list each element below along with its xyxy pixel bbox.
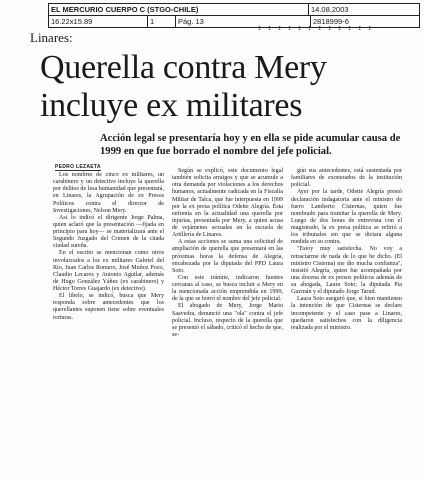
article-column-3 [291,168,402,332]
paragraph: Los nombres de cinco ex militares, un carabinero y un detective incluye la querella por delitos de lesa humanidad que presentará, en Linares, la Agrupación de ex Presos Políticos contra el director de Investigaciones, Nelson Mery. [53,172,164,214]
clip-header-row-1 [49,4,419,16]
publication-name: EL MERCURIO CUERPO C (STGO-CHILE) [49,4,309,15]
article-column-1 [53,172,164,322]
paragraph: Según se explicó, este documento legal también solicita arraigos y que se acumule a otra demanda por violaciones a los derechos humanos, actualmente radicada en la Fiscalía Militar de Talca, que fue interpuesta en 1999 por la ex presa política Odette Alegría. Ésta enfrenta en la actualidad una querella por injurias, presentada por Mery, a quien acusa de vejámenes sexuales en la escuela de Artillería de Linares. [172,168,283,239]
paragraph: gún sus antecedentes, está sustentada por familiares de exonerados de la institución policial. [291,168,402,189]
paragraph: Con este trámite, indicaron fuentes cercanas al caso, se busca incluir a Mery en la mencionada acción emprendida en 1999, de la que se borró el nombre del jefe policial. [172,274,283,303]
clip-page-label: Pág. 13 [176,16,311,27]
paragraph: "Estoy muy satisfecha. No voy a retractarme de nada de lo que he dicho. (El ministro Cisterna) me dio mucha confianza", insistió Alegría, quien fue acompañada por una docena de ex presos políticos además de su abogada, Laura Soto; la diputada Pía Guzmán y el diputado Jorge Tarud. [291,246,402,296]
paragraph: Ayer por la tarde, Odette Alegría prestó declaración indagatoria ante el ministro de fuero Lamberto Cisternas, quien fue nombrado para tramitar la querella de Mery. Luego de dos horas de entrevista con el magistrado, la ex presa política se refirió a los tribunales sin que se dictara alguna medida en su contra. [291,189,402,246]
section-label: Linares: [30,30,73,45]
clip-date: 14.08.2003 [311,5,349,14]
headline-line-1: Querella contra Mery [40,49,327,86]
clip-size: 16.22x15.89 [49,16,148,27]
article-column-2 [172,168,283,339]
paragraph: A estas acciones se suma una solicitud de ampliación de querella que presentará en las próximas horas la defensa de Alegría, encabezada por la diputada del PPD Laura Soto. [172,239,283,274]
paragraph: Así lo indicó el dirigente Jorge Palma, quien aclaró que la presentación —fijada en principio para hoy— se materializará ante el Segundo Juzgado del Crimen de la citada ciudad sureña. [53,214,164,250]
headline-line-2: incluye ex militares [40,87,303,124]
clip-page-count: 1 [148,16,176,27]
paragraph: El abogado de Mery, Jorge Mario Saavedra, denunció una "ola" contra el jefe policial. Incluso, respecto de la querella que se presentó el sábado, criticó el hecho de que, se- [172,303,283,338]
clip-header [48,3,420,28]
barcode: I I I I I I I I I I I I [258,26,374,32]
paragraph: En el escrito se mencionan como otros involucrados a los ex militares Gabriel del Río, Juan Carlos Romero, José Muñoz Pozo, Claudio Lecaros y Antonio Aguilar, además de Hugo González Yáñez (ex carabinero) y Héctor Torres Guajardo (ex detective). [53,250,164,292]
paragraph: El libelo, se indicó, busca que Mery responda sobre antecedentes que los querellantes suponen tiene sobre eventuales torturas. [53,293,164,321]
paragraph: Laura Soto aseguró que, si bien mantienen la intención de que Cisternas se declare incompetente y el caso pase a Linares, quedaron satisfechos con la diligencia realizada por el ministro. [291,296,402,331]
article-deck: Acción legal se presentaría hoy y en ella se pide acumular causa de 1999 en que fue borrado el nombre del jefe policial. [100,133,401,157]
byline: PEDRO LEZAETA [55,164,101,170]
clip-code: 2818999-6 [313,17,349,26]
